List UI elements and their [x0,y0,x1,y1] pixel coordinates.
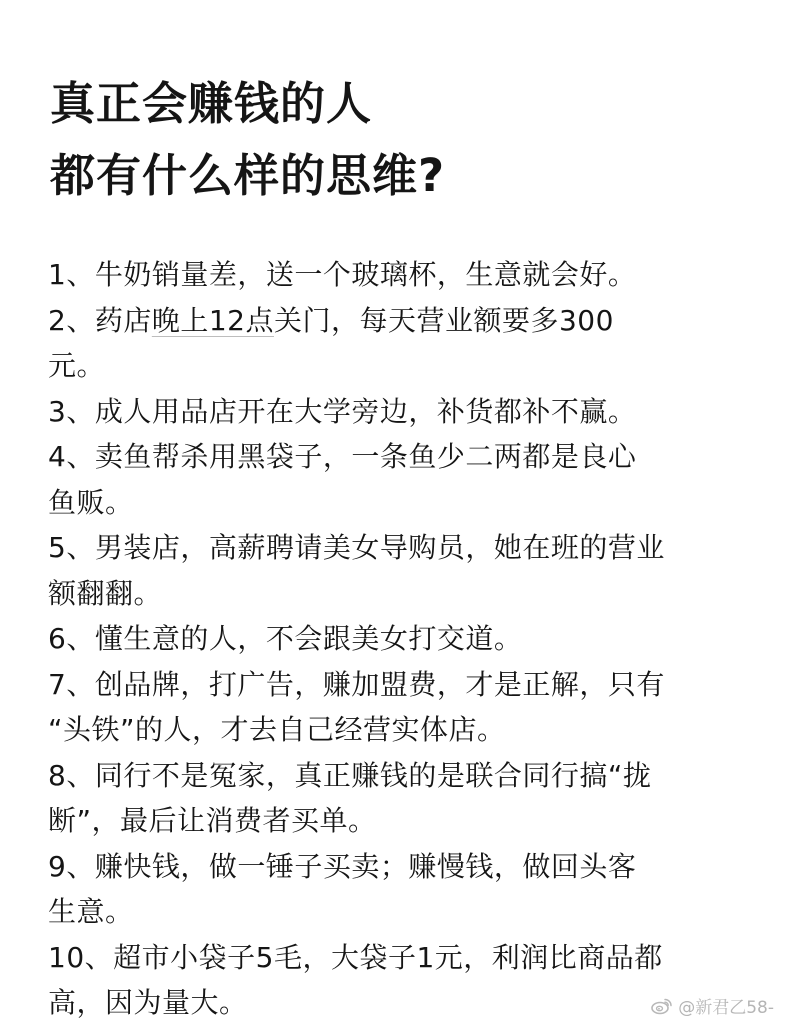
title-line-2: 都有什么样的思维? [50,149,446,202]
list-item-line: 10、超市小袋子5毛，大袋子1元，利润比商品都 [48,940,663,974]
underlined-phrase: 晚上12点 [151,303,274,337]
watermark [651,993,774,1018]
list-item [48,434,768,525]
list-item-line: 9、赚快钱，做一锤子买卖；赚慢钱，做回头客 [48,849,637,883]
list-item-line: 8、同行不是冤家，真正赚钱的是联合同行搞“拢 [48,758,652,792]
list-item [48,298,768,389]
list-item-line: 额翻翻。 [48,576,163,610]
list-item [48,753,768,844]
list-item [48,844,768,935]
list-item-line: 3、成人用品店开在大学旁边，补货都补不赢。 [48,394,637,428]
list-item [48,616,768,662]
list-item-line: 元。 [48,349,106,382]
list-item-line: 5、男装店，高薪聘请美女导购员，她在班的营业 [48,531,665,564]
list-item-line: 鱼贩。 [48,485,134,519]
page-title [50,68,750,212]
list-item-line: 生意。 [48,895,134,928]
tips-list [48,252,768,1026]
list-item-line: 断”，最后让消费者买单。 [48,804,377,837]
list-item-line: 高，因为量大。 [48,986,248,1019]
list-item [48,662,768,753]
list-item [48,389,768,435]
list-item-line: 7、创品牌，打广告，赚加盟费，才是正解，只有 [48,667,665,701]
list-item-line: 1、牛奶销量差，送一个玻璃杯，生意就会好。 [48,258,637,291]
watermark-text: @新君乙58- [678,998,774,1018]
list-item-line: 2、药店晚上12点关门，每天营业额要多300 [48,303,614,337]
list-item [48,252,768,298]
weibo-logo-icon [651,997,673,1015]
list-item-line: 4、卖鱼帮杀用黑袋子，一条鱼少二两都是良心 [48,440,637,473]
list-item [48,525,768,616]
list-item-line: “头铁”的人，才去自己经营实体店。 [48,713,506,746]
title-line-1: 真正会赚钱的人 [50,77,373,130]
list-item-line: 6、懂生意的人，不会跟美女打交道。 [48,622,523,655]
